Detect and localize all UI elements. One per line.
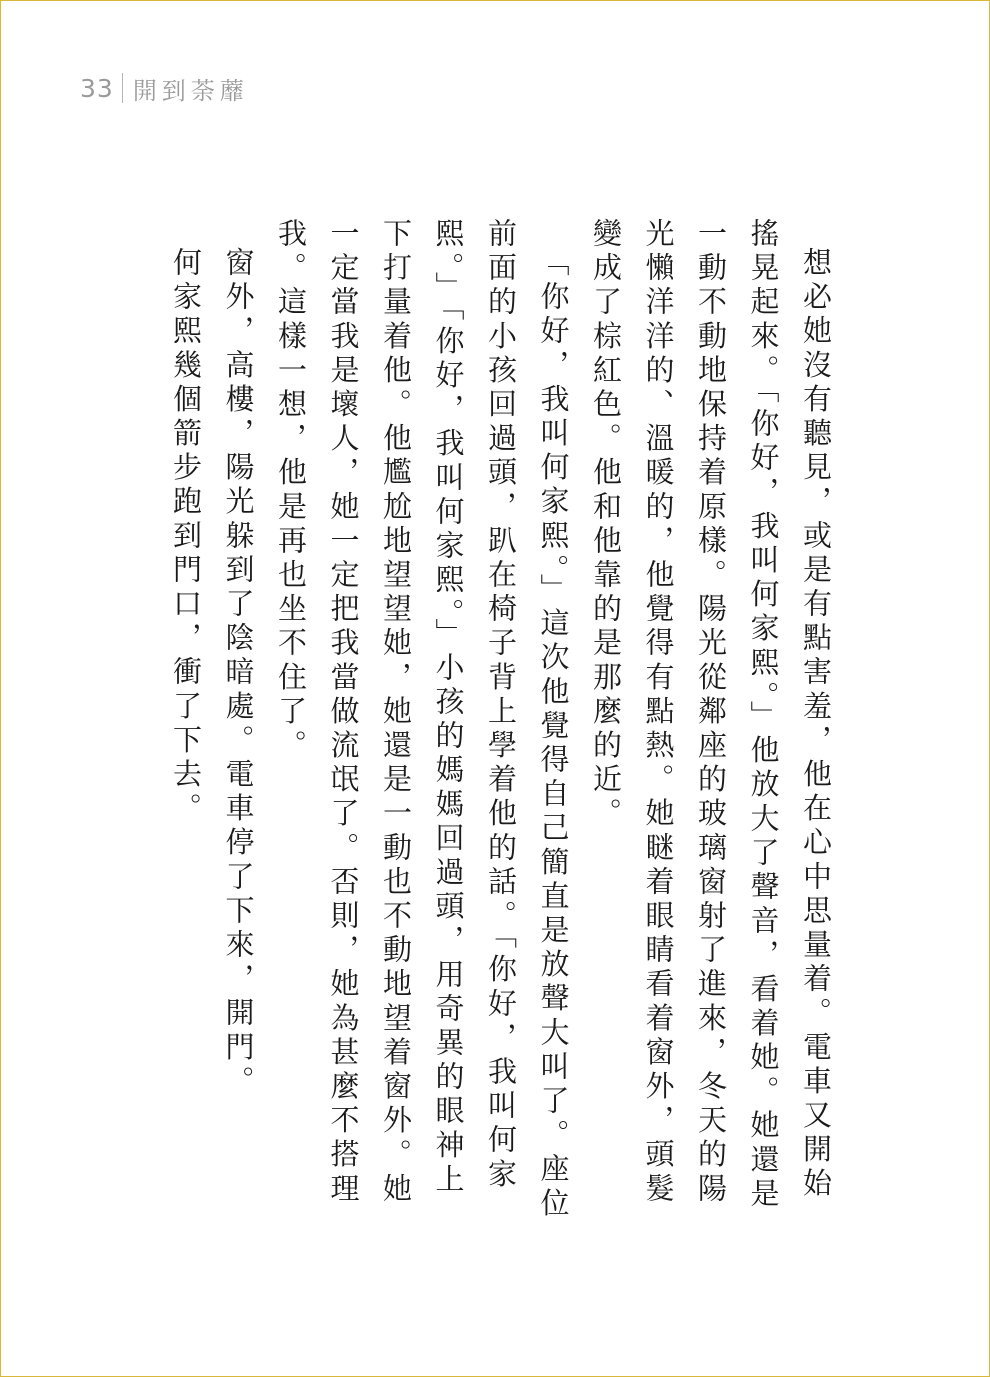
header-divider xyxy=(122,73,123,103)
vertical-text-block xyxy=(142,218,842,1228)
paragraph-1: 想必她沒有聽見，或是有點害羞，他在心中思量着。電車又開始搖晃起來。「你好，我叫何家熙。」他放大了聲音，看着她。她還是一動不動地保持着原樣。陽光從鄰座的玻璃窗射了進來，冬天的陽光懶洋洋的、溫暖的，他覺得有點熱。她瞇着眼睛看着窗外，頭髮變成了棕紅色。他和他靠的是那麼的近。 xyxy=(589,218,833,1212)
paragraph-3: 窗外，高樓，陽光躲到了陰暗處。電車停了下來，開門。 xyxy=(221,247,256,1100)
book-title: 開到荼蘼 xyxy=(132,76,249,105)
running-header xyxy=(80,70,249,106)
page-number: 33 xyxy=(80,73,114,103)
paragraph-4: 何家熙幾個箭步跑到門口，衝了下去。 xyxy=(169,247,203,827)
paragraph-2: 「你好，我叫何家熙。」這次他覺得自己簡直是放聲大叫了。座位前面的小孩回過頭，趴在椅子背上學着他的話。「你好，我叫何家熙。」「你好，我叫何家熙。」小孩的媽媽回過頭，用奇異的眼神上下打量着他。他尷尬地望望她，她還是一動也不動地望着窗外。她一定當我是壞人，她一定把我當做流氓了。否則，她為甚麼不搭理我。這樣一想，他是再也坐不住了。 xyxy=(274,218,571,1222)
